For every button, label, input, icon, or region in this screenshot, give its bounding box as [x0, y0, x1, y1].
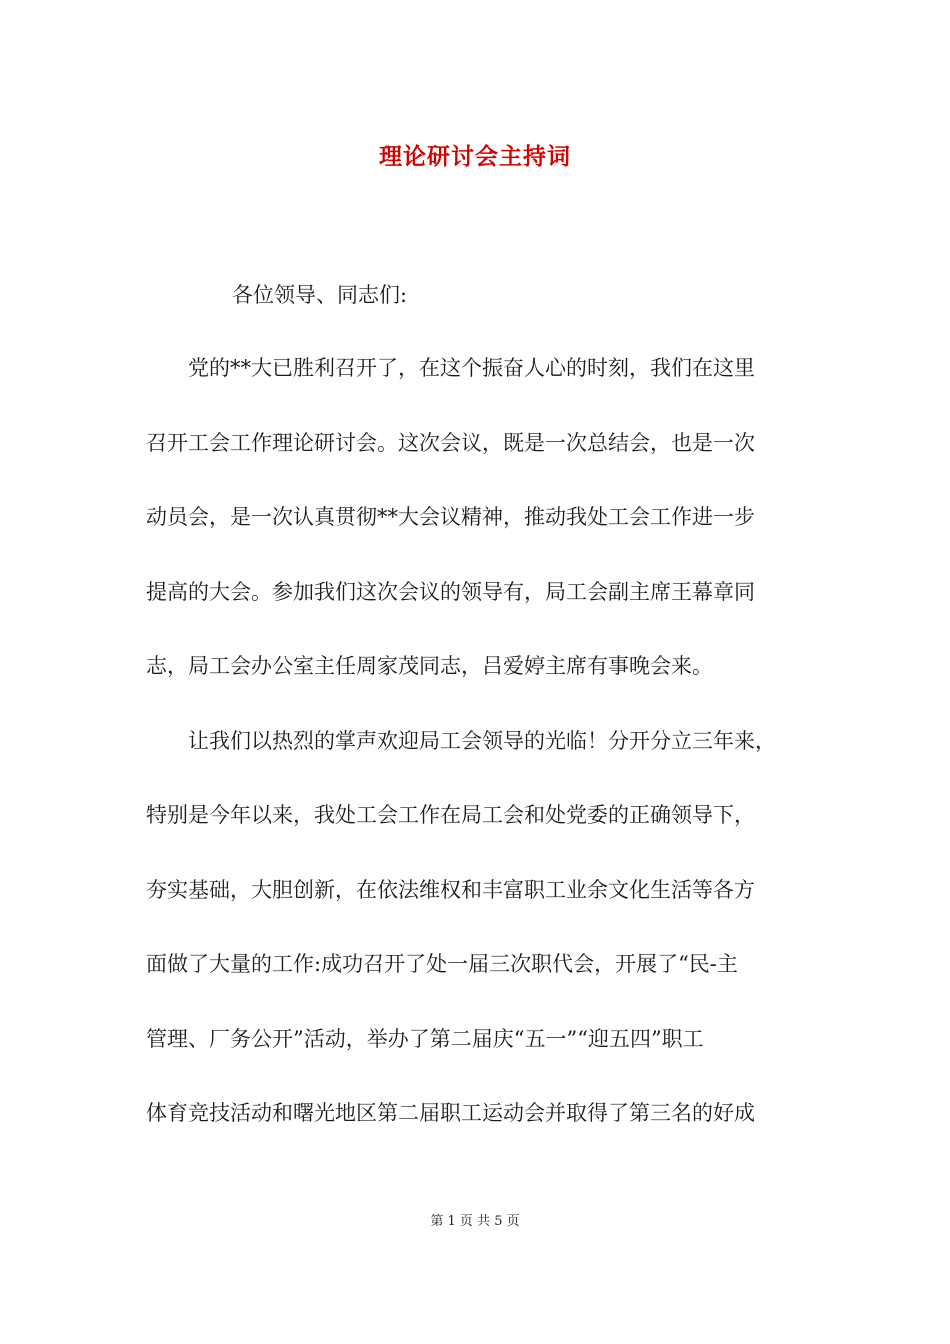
paragraph-line: 特别是今年以来，我处工会工作在局工会和处党委的正确领导下，	[146, 803, 755, 827]
paragraph-line: 面做了大量的工作:成功召开了处一届三次职代会，开展了“民-主	[146, 952, 738, 976]
page-number: 第 1 页 共 5 页	[430, 1214, 520, 1229]
document-title: 理论研讨会主持词	[379, 143, 571, 170]
paragraph-line: 召开工会工作理论研讨会。这次会议，既是一次总结会，也是一次	[146, 431, 755, 455]
paragraph-line: 管理、厂务公开”活动，举办了第二届庆“五一”“迎五四”职工	[146, 1027, 704, 1051]
paragraph-line: 党的**大已胜利召开了，在这个振奋人心的时刻，我们在这里	[188, 356, 755, 380]
paragraph-line: 体育竞技活动和曙光地区第二届职工运动会并取得了第三名的好成	[146, 1101, 755, 1125]
paragraph-line: 动员会，是一次认真贯彻**大会议精神，推动我处工会工作进一步	[146, 505, 755, 529]
paragraph-line: 夯实基础，大胆创新，在依法维权和丰富职工业余文化生活等各方	[146, 878, 755, 902]
paragraph-line: 提高的大会。参加我们这次会议的领导有，局工会副主席王幕章同	[146, 580, 755, 604]
paragraph-line: 让我们以热烈的掌声欢迎局工会领导的光临！分开分立三年来，	[188, 729, 776, 753]
salutation: 各位领导、同志们:	[232, 283, 408, 307]
paragraph-line: 志，局工会办公室主任周家茂同志，吕爱婷主席有事晚会来。	[146, 654, 713, 678]
